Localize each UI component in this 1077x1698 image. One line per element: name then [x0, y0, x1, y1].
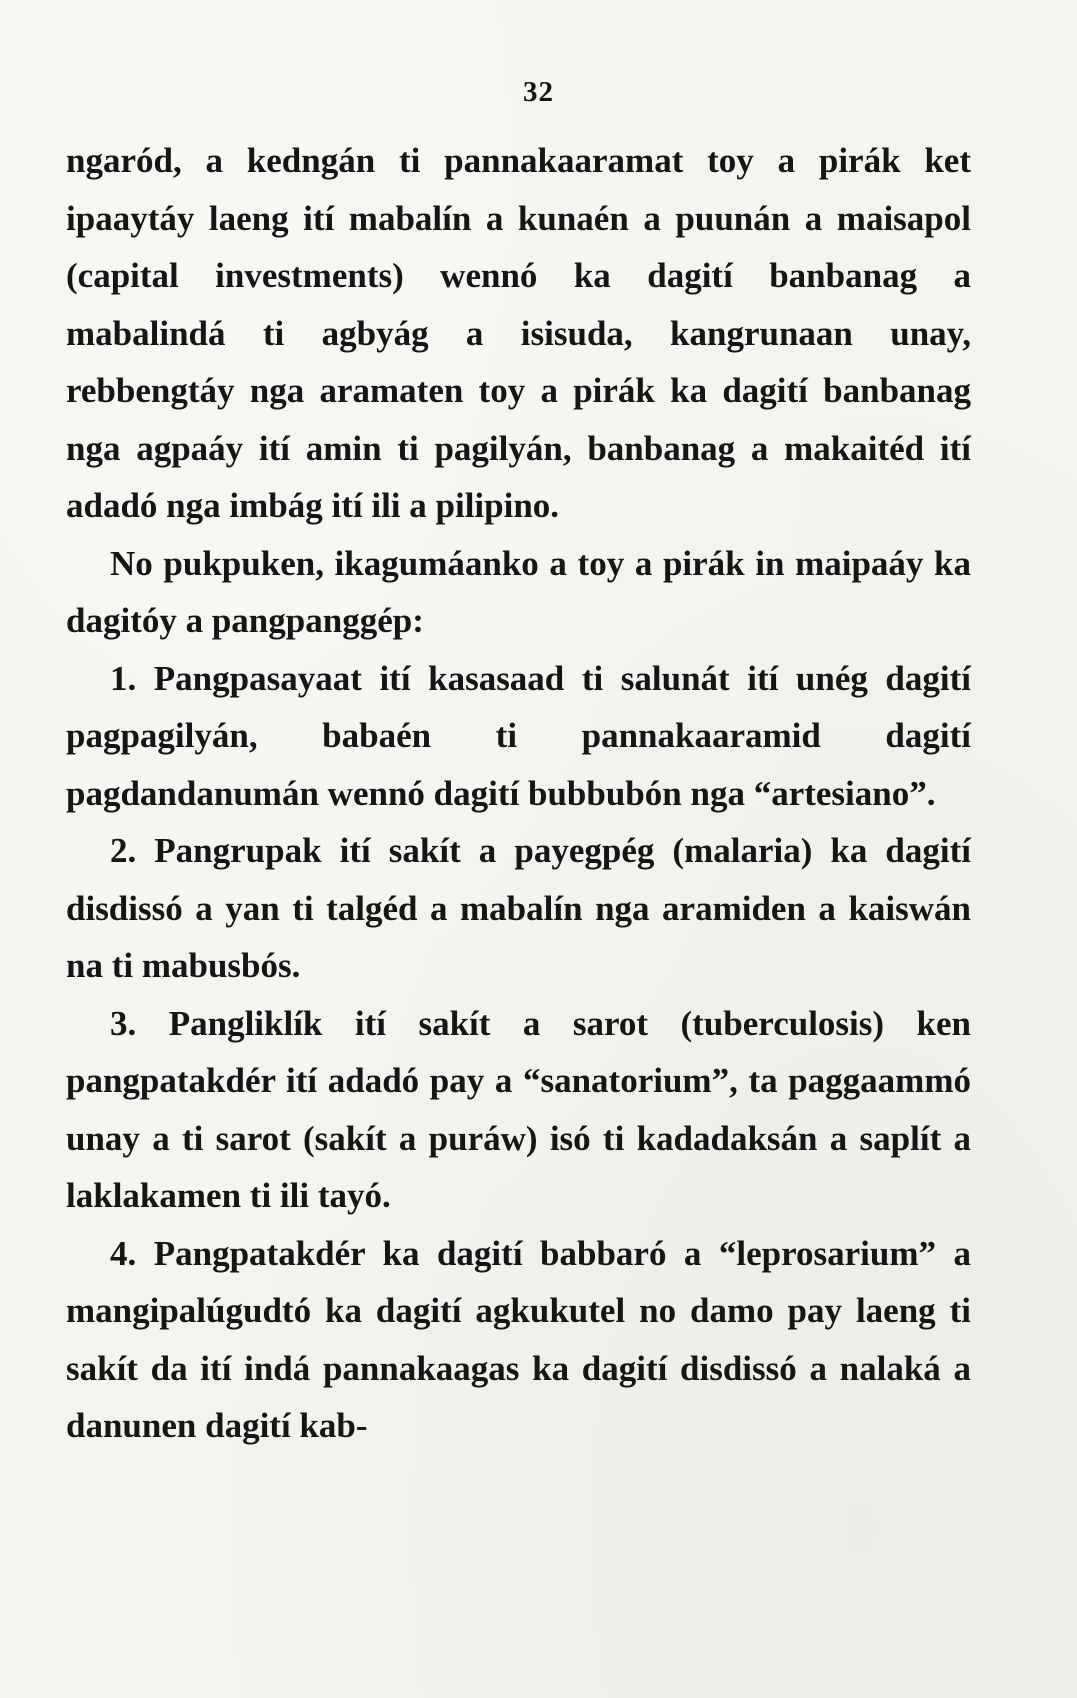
list-item-3: 3. Pangliklík ití sakít a sarot (tuberculosis) ken pangpatakdér ití adadó pay a “sanatorium”, ta paggaammó unay a ti sarot (sakít a puráw) isó ti kadadaksán a saplít a laklakamen ti ili tayó.: [66, 1003, 971, 1215]
paragraph-intro: ngaród, a kedngán ti pannakaaramat toy a pirák ket ipaaytáy laeng ití mabalín a kunaén a puunán a maisapol (capital investments) wennó ka dagití banbanag a mabalindá ti agbyág a isisuda, kangrunaan unay, rebbengtáy nga aramaten toy a pirák ka dagití banbanag nga agpaáy ití amin ti pagilyán, banbanag a makaitéd ití adadó nga imbág ití ili a pilipino.: [66, 141, 971, 525]
page-body: [66, 132, 971, 1455]
list-item-4: 4. Pangpatakdér ka dagití babbaró a “leprosarium” a mangipalúgudtó ka dagití agkukutel no damo pay laeng ti sakít da ití indá pannakaagas ka dagití disdissó a nalaká a danunen dagití kab-: [66, 1233, 971, 1445]
list-item-2: 2. Pangrupak ití sakít a payegpég (malaria) ka dagití disdissó a yan ti talgéd a mabalín nga aramiden a kaiswán na ti mabusbós.: [66, 831, 971, 985]
list-item-1: 1. Pangpasayaat ití kasasaad ti salunát ití unég dagití pagpagilyán, babaén ti pannakaaramid dagití pagdandanumán wennó dagití bubbubón nga “artesiano”.: [66, 658, 971, 813]
page-number: 32: [523, 76, 554, 108]
paragraph-purposes: No pukpuken, ikagumáanko a toy a pirák in maipaáy ka dagitóy a pangpanggép:: [66, 543, 971, 640]
